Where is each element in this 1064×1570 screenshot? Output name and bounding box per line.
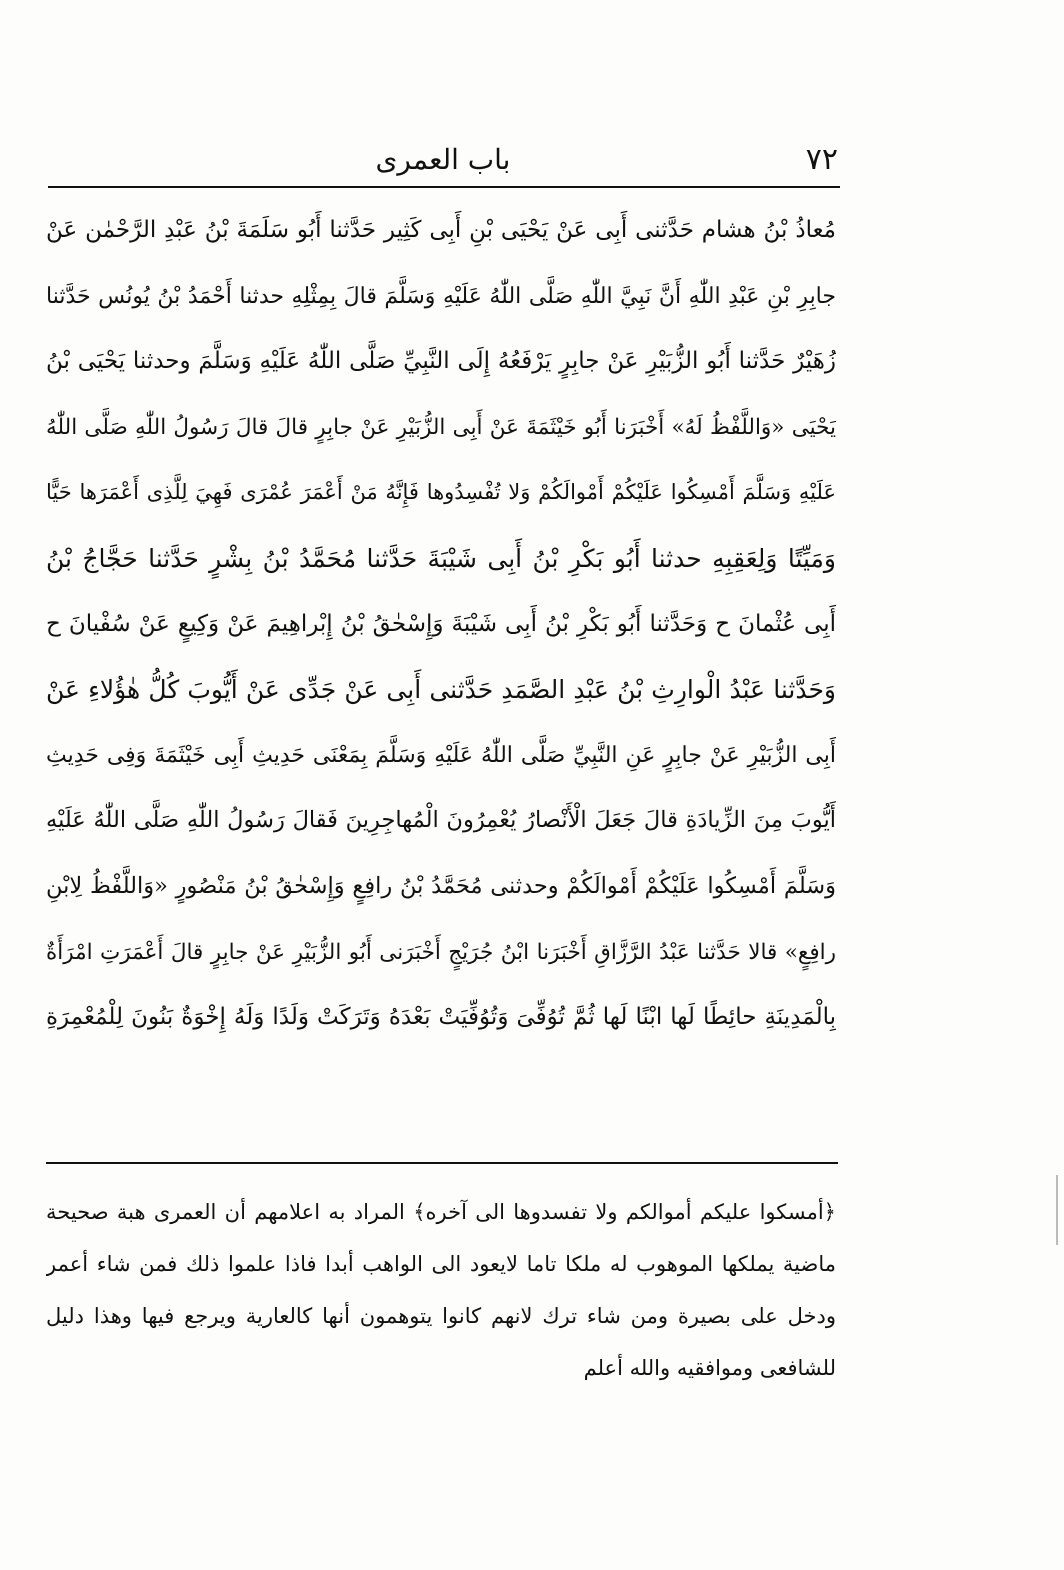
- text-line: وَمَيِّتًا وَلِعَقِبِهِ حدثنا أَبُو بَكْرِ بْنُ أَبِى شَيْبَةَ حَدَّثنا مُحَمَّدُ بْنُ بِشْرٍ حَدَّثنا حَجَّاجُ بْنُ: [46, 543, 836, 573]
- hadith-text-body: [46, 198, 836, 1051]
- text-line: وَحَدَّثنا عَبْدُ الْوارِثِ بْنُ عَبْدِ الصَّمَدِ حَدَّثنى أَبِى عَنْ جَدِّى عَنْ أَيُّوبَ كُلُّ هٰؤُلاءِ عَنْ: [46, 675, 836, 705]
- text-line: جابِرِ بْنِ عَبْدِ اللّٰهِ أَنَّ نَبِيَّ اللّٰهِ صَلَّى اللّٰهُ عَلَيْهِ وَسَلَّمَ قالَ بِمِثْلِهِ حدثنا أَحْمَدُ بْنُ يُونُس حَدَّثنا: [46, 283, 836, 309]
- footnote-line: ماضية يملكها الموهوب له ملكا تاما لايعود الى الواهب أبدا فاذا علموا ذلك فمن شاء أعمر: [46, 1252, 836, 1276]
- text-line: عَلَيْهِ وَسَلَّمَ أَمْسِكُوا عَلَيْكُمْ أَمْوالَكُمْ وَلا تُفْسِدُوها فَإِنَّهُ مَنْ أَعْمَرَ عُمْرَى فَهِيَ لِلَّذِى أَعْمَرَها حَيًّا: [46, 480, 836, 505]
- footnote-line: ودخل على بصيرة ومن شاء ترك لانهم كانوا يتوهمون أنها كالعارية ويرجع فيها وهذا دليل: [46, 1304, 836, 1328]
- page-header: [48, 140, 838, 180]
- header-divider: [48, 186, 840, 188]
- footnote-divider: [46, 1162, 838, 1164]
- scan-margin-mark: [1056, 1175, 1058, 1245]
- text-line: أَبِى الزُّبَيْرِ عَنْ جابِرٍ عَنِ النَّبِيِّ صَلَّى اللّٰهُ عَلَيْهِ وَسَلَّمَ بِمَعْنَى حَدِيثِ أَبِى خَيْثَمَةَ وَفِى حَدِيثِ: [46, 742, 836, 768]
- text-line: وَسَلَّمَ أَمْسِكُوا عَلَيْكُمْ أَمْوالَكُمْ وحدثنى مُحَمَّدُ بْنُ رافِعٍ وَإِسْحٰقُ بْنُ مَنْصُورٍ «وَاللَّفْظُ لِابْنِ: [46, 872, 836, 899]
- commentary-footnote: [46, 1186, 836, 1394]
- text-line: أَبِى عُثْمانَ ح وَحَدَّثنا أَبُو بَكْرِ بْنُ أَبِى شَيْبَةَ وَإِسْحٰقُ بْنُ إِبْراهِيمَ عَنْ وَكِيعٍ عَنْ سُفْيانَ ح: [46, 610, 836, 637]
- page-number: ٧٢: [805, 142, 838, 177]
- text-line: بِالْمَدِينَةِ حائِطًا لَها ابْنًا لَها ثُمَّ تُوُفِّىَ وَتُوُفِّيَتْ بَعْدَهُ وَتَرَكَتْ وَلَدًا وَلَهُ إِخْوَةٌ بَنُونَ لِلْمُعْمِرَةِ: [46, 1004, 836, 1031]
- text-line: رافِعٍ» قالا حَدَّثنا عَبْدُ الرَّزَّاقِ أَخْبَرَنا ابْنُ جُرَيْجٍ أَخْبَرَنى أَبُو الزُّبَيْرِ عَنْ جابِرٍ قالَ أَعْمَرَتِ امْرَأَةٌ: [46, 939, 836, 965]
- text-line: يَحْيَى «وَاللَّفْظُ لَهُ» أَخْبَرَنا أَبُو خَيْثَمَةَ عَنْ أَبِى الزُّبَيْرِ عَنْ جابِرٍ قالَ قالَ رَسُولُ اللّٰهِ صَلَّى اللّٰهُ: [46, 414, 836, 440]
- text-line: أَيُّوبَ مِنَ الزِّيادَةِ قالَ جَعَلَ الْأَنْصارُ يُعْمِرُونَ الْمُهاجِرِينَ فَقالَ رَسُولُ اللّٰهِ صَلَّى اللّٰهُ عَلَيْهِ: [46, 807, 836, 834]
- text-line: زُهَيْرٌ حَدَّثنا أَبُو الزُّبَيْرِ عَنْ جابِرٍ يَرْفَعُهُ إِلَى النَّبِيِّ صَلَّى اللّٰهُ عَلَيْهِ وَسَلَّمَ وحدثنا يَحْيَى بْنُ: [46, 348, 836, 375]
- text-line: مُعاذُ بْنُ هشام حَدَّثنى أَبِى عَنْ يَحْيَى بْنِ أَبِى كَثِير حَدَّثنا أَبُو سَلَمَةَ بْنُ عَبْدِ الرَّحْمٰن عَنْ: [46, 217, 836, 243]
- footnote-line: للشافعى وموافقيه والله أعلم: [583, 1356, 836, 1380]
- chapter-title: باب العمرى: [375, 143, 511, 176]
- footnote-line: ﴿أمسكوا عليكم أموالكم ولا تفسدوها الى آخره﴾ المراد به اعلامهم أن العمرى هبة صحيحة: [46, 1200, 836, 1224]
